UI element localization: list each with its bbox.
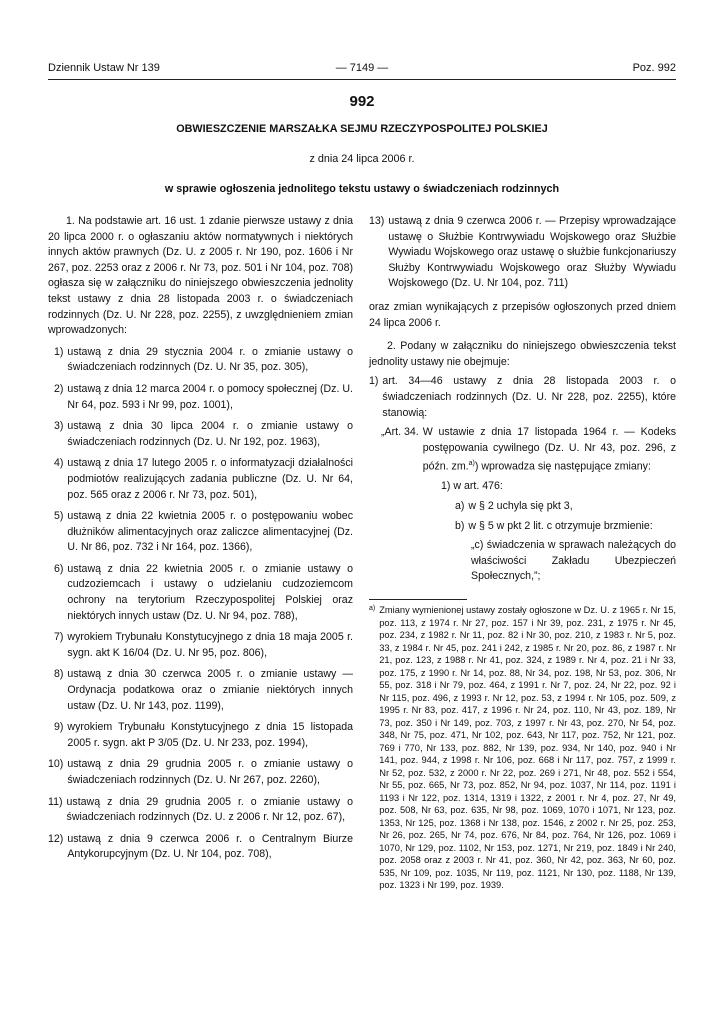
footnote [369,604,676,892]
article-subpoint: b) w § 5 w pkt 2 lit. c otrzymuje brzmienie: [455,519,653,532]
footnote-ref: a) [468,460,475,468]
footnote-rule [369,599,467,600]
position-number: 992 [349,93,375,110]
running-header [48,62,676,76]
list-item: 9) wyrokiem Trybunału Konstytucyjnego z dnia 15 listopada 2005 r. sygn. akt P 3/05 (Dz. U. Nr 233, poz. 1994), [54,721,353,749]
document-subject: w sprawie ogłoszenia jednolitego tekstu ustawy o świadczeniach rodzinnych [164,183,560,195]
header-rule [48,79,676,80]
list-item: 11) ustawą z dnia 29 grudnia 2005 r. o zmianie ustawy o świadczeniach rodzinnych (Dz. U. z 2006 r. Nr 12, poz. 67), [48,795,353,824]
intro-paragraph: 1. Na podstawie art. 16 ust. 1 zdanie pierwsze ustawy z dnia 20 lipca 2000 r. o ogłaszaniu aktów normatywnych i niektórych innych aktów prawnych (Dz. U. z 2005 r. Nr 190, poz. 1606 i Nr 267, poz. 2253 oraz z 2006 r. Nr 73, poz. 501 i Nr 104, poz. 708) ogłasza się w załączniku do niniejszego obwieszczenia jednolity tekst ustawy z dnia 28 listopada 2003 r. o świadczeniach rodzinnych (Dz. U. Nr 228, poz. 2255), z uwzględnieniem zmian wprowadzonych: [48,215,353,337]
document-title: OBWIESZCZENIE MARSZAŁKA SEJMU RZECZYPOSPOLITEJ POLSKIEJ [176,123,548,135]
list-item: 4) ustawą z dnia 17 lutego 2005 r. o informatyzacji działalności podmiotów realizujących zadania publiczne (Dz. U. Nr 64, poz. 565 oraz z 2006 r. Nr 73, poz. 501), [54,457,353,501]
list-item: 13) ustawą z dnia 9 czerwca 2006 r. — Przepisy wprowadzające ustawę o Służbie Kontrwywiadu Wojskowego oraz Służbie Wywiadu Wojskowego oraz ustawę o służbie funkcjonariuszy Służby Kontrwywiadu Wojskowego oraz Służby Wywiadu Wojskowego (Dz. U. Nr 104, poz. 711) [369,215,676,290]
amendment-list [48,345,353,863]
quoted-article: „Art. 34. W ustawie z dnia 17 listopada 1964 r. — Kodeks postępowania cywilnego (Dz. U. Nr 43, poz. 296, z późn. zm.$^{a)}$) wprowadza się następujące zmiany: [381,426,676,473]
article-point: 1) w art. 476: [441,480,503,493]
right-column [369,214,676,892]
list-item: 5) ustawą z dnia 22 kwietnia 2005 r. o postępowaniu wobec dłużników alimentacyjnych oraz zaliczce alimentacyjnej (Dz. U. Nr 86, poz. 732 i Nr 164, poz. 1366), [54,510,353,554]
list-item: 3) ustawą z dnia 30 lipca 2004 r. o zmianie ustawy o świadczeniach rodzinnych (Dz. U. Nr 192, poz. 1963), [54,420,353,448]
left-column [48,214,353,863]
closing-paragraph: oraz zmian wynikających z przepisów ogłoszonych przed dniem 24 lipca 2006 r. [369,300,676,329]
paragraph-2: 2. Podany w załączniku do niniejszego obwieszczenia tekst jednolity ustawy nie obejmuje: [369,340,676,368]
list-item: 2) ustawą z dnia 12 marca 2004 r. o pomocy społecznej (Dz. U. Nr 64, poz. 593 i Nr 99, poz. 1001), [54,382,353,411]
article-subpoint: a) w § 2 uchyla się pkt 3, [455,500,573,513]
list-item: 7) wyrokiem Trybunału Konstytucyjnego z dnia 18 maja 2005 r. sygn. akt K 16/04 (Dz. U. Nr 95, poz. 806), [54,631,353,659]
list-item: 6) ustawą z dnia 22 kwietnia 2005 r. o zmianie ustawy o cudzoziemcach i ustawy o udzielaniu cudzoziemcom ochrony na terytorium Rzeczypospolitej Polskiej oraz niektórych innych ustaw (Dz. U. Nr 94, poz. 788), [54,562,353,622]
list-item: 12) ustawą z dnia 9 czerwca 2006 r. o Centralnym Biurze Antykorupcyjnym (Dz. U. Nr 104, poz. 708), [48,832,353,861]
list-item: 1) ustawą z dnia 29 stycznia 2004 r. o zmianie ustawy o świadczeniach rodzinnych (Dz. U. Nr 35, poz. 305), [54,345,353,374]
page-number: — 7149 — [335,62,389,74]
position-ref: Poz. 992 [632,62,676,74]
document-date: z dnia 24 lipca 2006 r. [309,153,415,165]
exclusion-item: 1) art. 34—46 ustawy z dnia 28 listopada 2003 r. o świadczeniach rodzinnych (Dz. U. Nr 228, poz. 2255), które stanowią: [369,375,676,419]
quoted-text: „c) świadczenia w sprawach należących do właściwości Zakładu Ubezpieczeń Społecznych,”; [471,539,676,583]
list-item: 8) ustawą z dnia 30 czerwca 2005 r. o zmianie ustawy — Ordynacja podatkowa oraz o zmianie niektórych innych ustaw (Dz. U. Nr 143, poz. 1199), [54,668,353,712]
footnote-text: Zmiany wymienionej ustawy zostały ogłoszone w Dz. U. z 1965 r. Nr 15, poz. 113, z 1974 r. Nr 27, poz. 157 i Nr 39, poz. 231, z 1975 r. Nr 45, poz. 234, z 1982 r. Nr 11, poz. 82 i Nr 30, poz. 210, z 1983 r. Nr 5, poz. 33, z 1984 r. Nr 45, poz. 241 i 242, z 1985 r. Nr 20, poz. 86, z 1987 r. Nr 21, poz. 123, z 1988 r. Nr 41, poz. 324, z 1989 r. Nr 4, poz. 21 i Nr 33, poz. 175, z 1990 r. Nr 14, poz. 88, Nr 34, poz. 198, Nr 53, poz. 306, Nr 55, poz. 318 i Nr 79, poz. 464, z 1991 r. Nr 7, poz. 24, Nr 22, poz. 92 i Nr 115, poz. 496, z 1993 r. Nr 12, poz. 53, z 1994 r. Nr 105, poz. 509, z 1995 r. Nr 83, poz. 417, z 1996 r. Nr 24, poz. 110, Nr 43, poz. 189, Nr 73, poz. 350 i Nr 149, poz. 703, z 1997 r. Nr 43, poz. 270, Nr 54, poz. 348, Nr 75, poz. 471, Nr 102, poz. 643, Nr 117, poz. 752, Nr 121, poz. 769 i 770, Nr 133, poz. 882, Nr 139, poz. 934, Nr 140, poz. 940 i Nr 141, poz. 944, z 1998 r. Nr 106, poz. 668 i Nr 117, poz. 757, z 1999 r. Nr 52, poz. 532, z 2000 r. Nr 22, poz. 269 i 271, Nr 48, poz. 552 i 554, Nr 55, poz. 665, Nr 73, poz. 852, Nr 94, poz. 1037, Nr 114, poz. 1191 i 1193 i Nr 122, poz. 1314, 1319 i 1322, z 2001 r. Nr 4, poz. 27, Nr 49, poz. 508, Nr 63, poz. 635, Nr 98, poz. 1069, 1070 i 1071, Nr 123, poz. 1353, Nr 125, poz. 1368 i Nr 138, poz. 1546, z 2002 r. Nr 25, poz. 253, Nr 26, poz. 265, Nr 74, poz. 676, Nr 84, poz. 764, Nr 126, poz. 1069 i 1070, Nr 129, poz. 1102, Nr 153, poz. 1271, Nr 219, poz. 1849 i Nr 240, poz. 2058 oraz z 2003 r. Nr 41, poz. 360, Nr 42, poz. 363, Nr 60, poz. 535, Nr 109, poz. 1035, Nr 119, poz. 1121, Nr 130, poz. 1188, Nr 139, poz. 1323 i Nr 199, poz. 1939. [379,605,676,890]
list-item: 10) ustawą z dnia 29 grudnia 2005 r. o zmianie ustawy o świadczeniach rodzinnych (Dz. U. Nr 267, poz. 2260), [48,758,353,786]
journal-name: Dziennik Ustaw Nr 139 [48,62,160,74]
footnote-mark: a) [369,605,376,612]
